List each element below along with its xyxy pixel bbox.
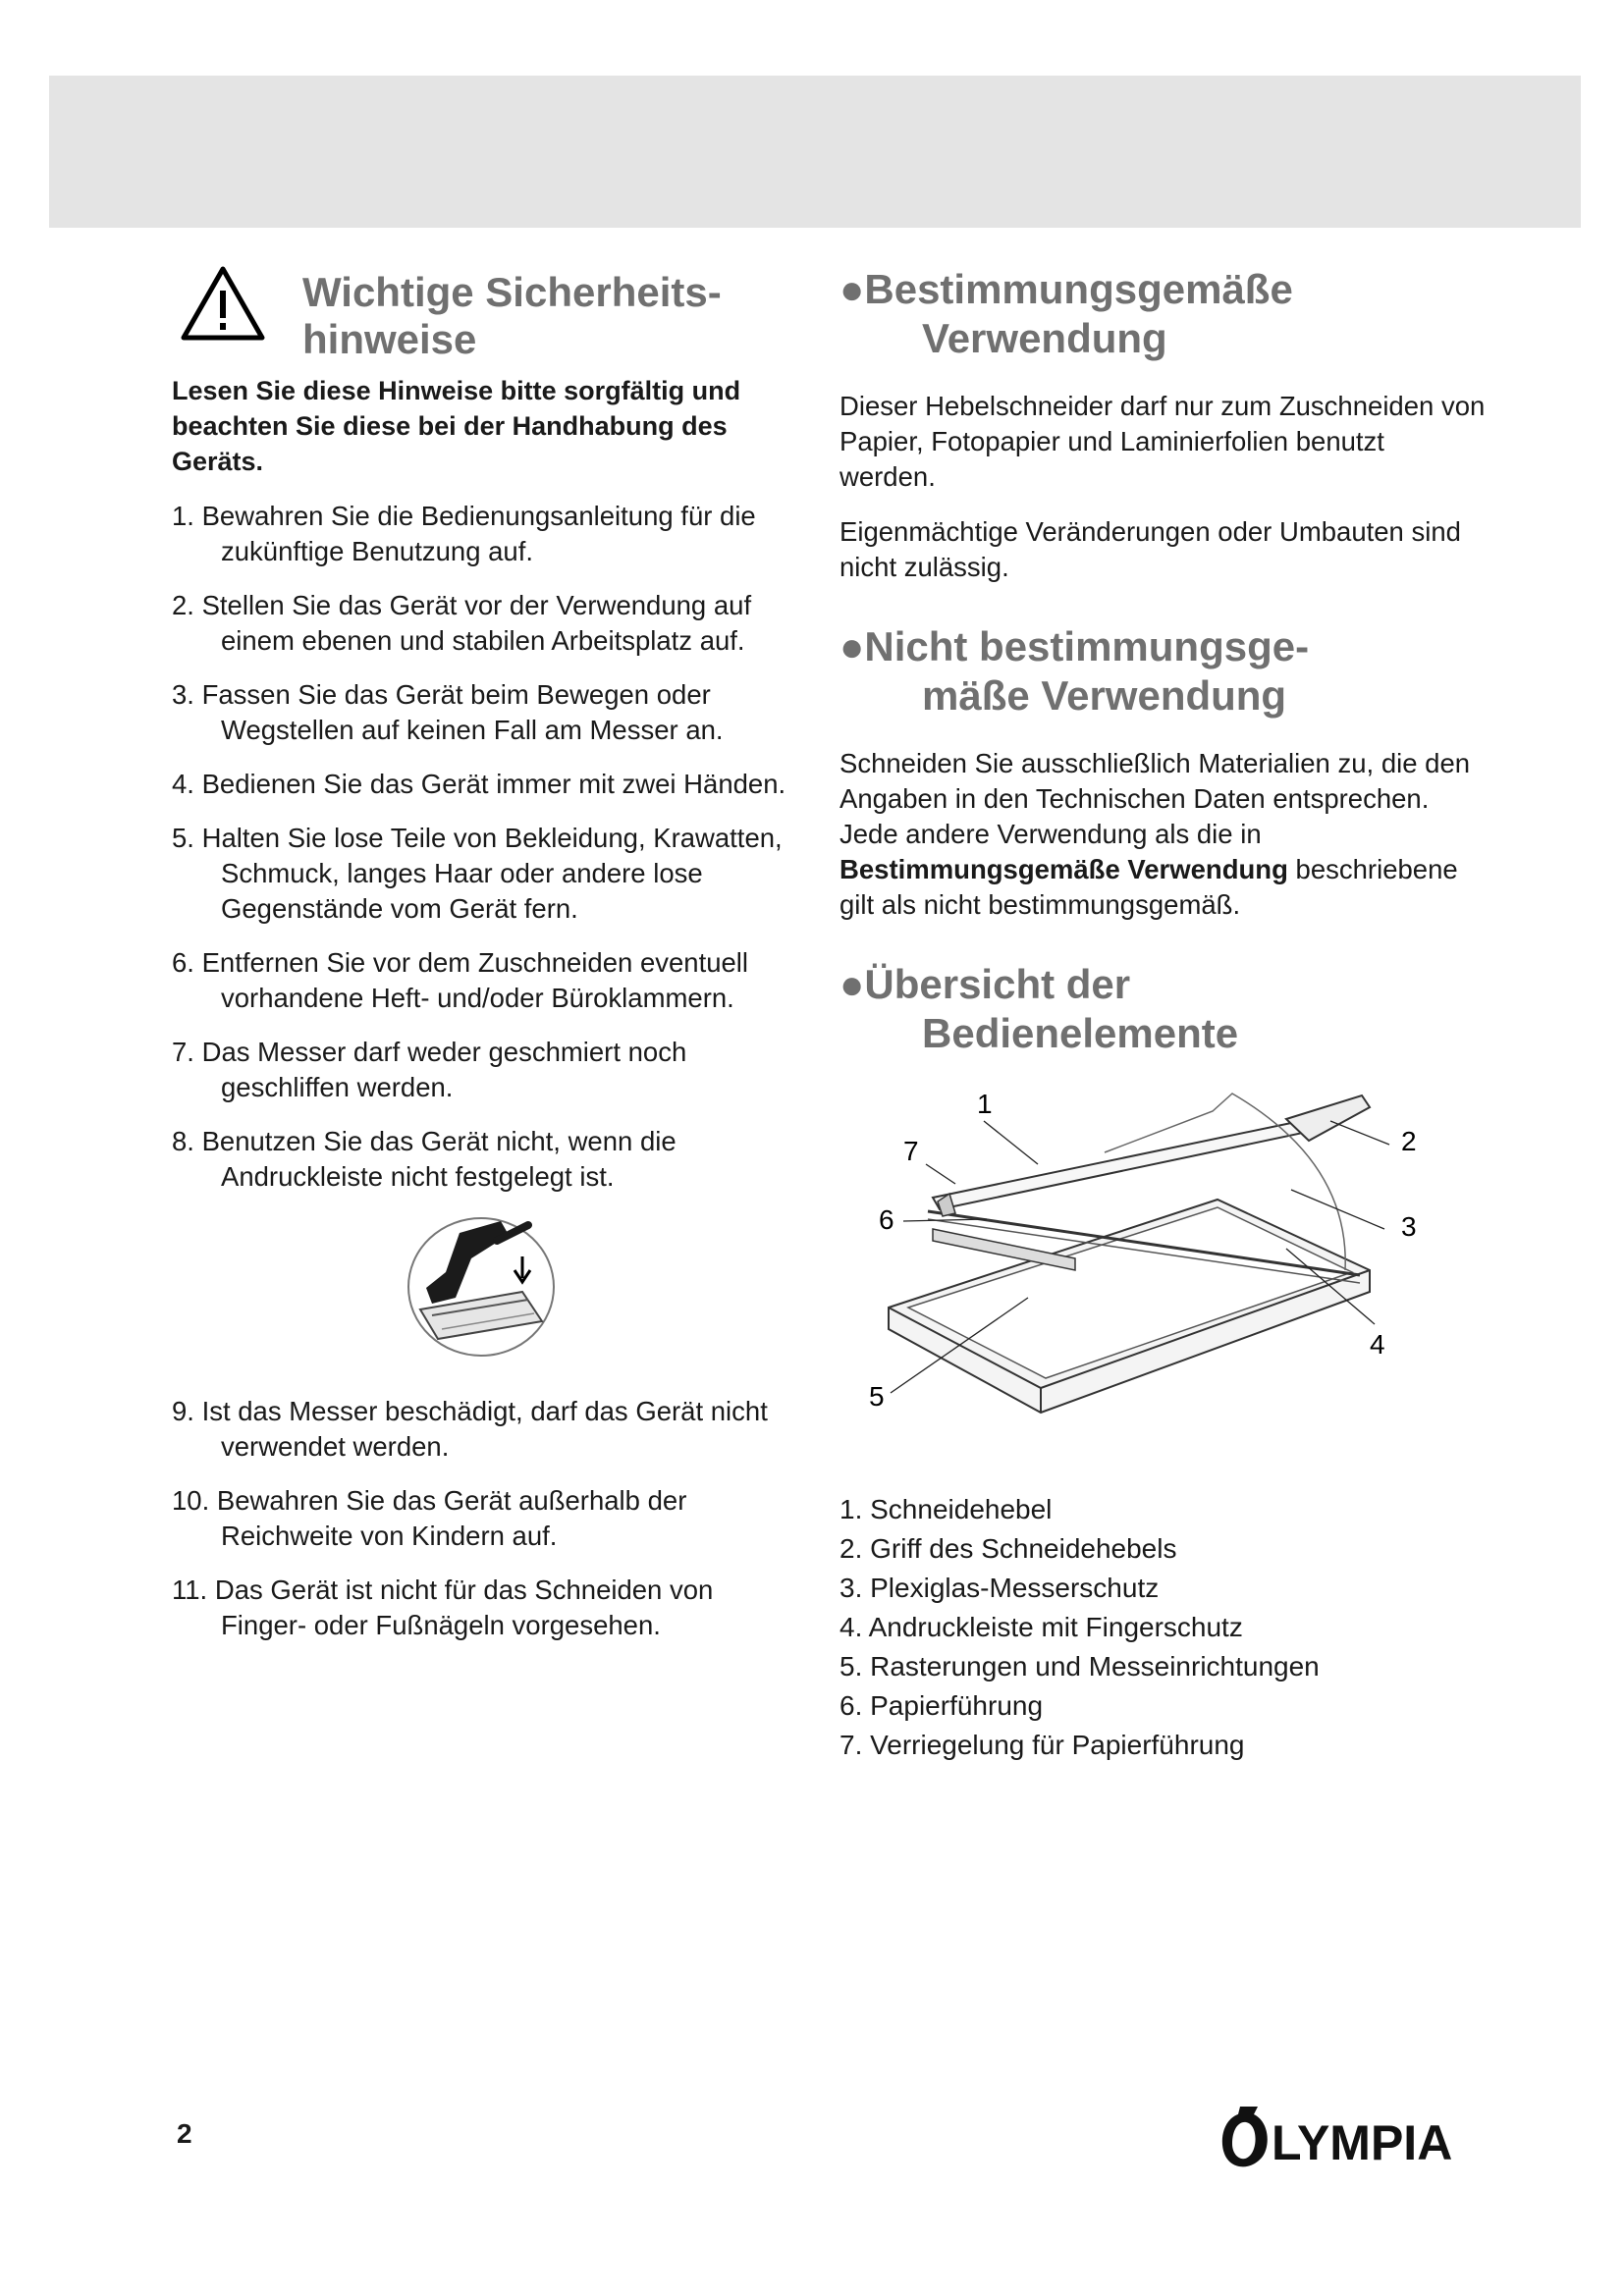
bullet-icon: ● — [839, 961, 865, 1007]
improper-use-title — [839, 622, 1488, 721]
safety-item: 8. Benutzen Sie das Gerät nicht, wenn die Andruckleiste nicht festgelegt ist. — [172, 1126, 677, 1192]
intended-use-title-line2: Verwendung — [922, 315, 1167, 361]
olympia-logo — [1215, 2101, 1489, 2175]
safety-title-line2: hinweise — [302, 316, 477, 362]
safety-intro: Lesen Sie diese Hinweise bitte sorgfältig und beachten Sie diese bei der Handhabung des Geräts. — [172, 376, 741, 476]
safety-item: 5. Halten Sie lose Teile von Bekleidung, Krawatten, Schmuck, langes Haar oder andere lose Gegenstände vom Gerät fern. — [172, 823, 783, 924]
modifications-paragraph: Eigenmächtige Veränderungen oder Umbauten sind nicht zulässig. — [839, 516, 1461, 582]
safety-item: 3. Fassen Sie das Gerät beim Bewegen oder Wegstellen auf keinen Fall am Messer an. — [172, 679, 724, 745]
intended-use-title — [839, 265, 1488, 363]
safety-list — [172, 499, 800, 1195]
controls-title-line2: Bedienelemente — [922, 1010, 1239, 1056]
intended-use-title-line1: Bestimmungsgemäße — [864, 266, 1293, 312]
part-item: 2. Griff des Schneidehebels — [839, 1533, 1177, 1564]
safety-item: 1. Bewahren Sie die Bedienungsanleitung für die zukünftige Benutzung auf. — [172, 501, 756, 566]
usage-column — [839, 265, 1488, 1765]
callout-2: 2 — [1401, 1126, 1417, 1156]
callout-3: 3 — [1401, 1211, 1417, 1242]
part-item: 7. Verriegelung für Papierführung — [839, 1730, 1245, 1760]
brand-wordmark: LYMPIA — [1272, 2115, 1453, 2170]
part-item: 3. Plexiglas-Messerschutz — [839, 1573, 1160, 1603]
improper-use-paragraph: Schneiden Sie ausschließlich Materialien zu, die den Angaben in den Technischen Daten entsprechen. Jede andere Verwendung als die in Bestimmungsgemäße Verwendung beschriebene gilt als nicht bestimmungsgemäß. — [839, 748, 1471, 920]
intended-use-paragraph: Dieser Hebelschneider darf nur zum Zuschneiden von Papier, Fotopapier und Laminierfolien benutzt werden. — [839, 391, 1486, 492]
callout-1: 1 — [977, 1089, 993, 1119]
callout-7: 7 — [903, 1136, 919, 1166]
safety-column — [172, 265, 800, 1662]
intended-use-reference: Bestimmungsgemäße Verwendung — [839, 854, 1288, 884]
safety-heading — [172, 265, 800, 373]
safety-item: 4. Bedienen Sie das Gerät immer mit zwei Händen. — [172, 769, 786, 799]
safety-item: 7. Das Messer darf weder geschmiert noch geschliffen werden. — [172, 1037, 687, 1102]
part-item: 5. Rasterungen und Messeinrichtungen — [839, 1651, 1320, 1682]
warning-icon — [180, 265, 266, 342]
header-band — [49, 76, 1581, 228]
paper-cutter-diagram — [839, 1084, 1438, 1476]
part-item: 4. Andruckleiste mit Fingerschutz — [839, 1612, 1243, 1642]
bullet-icon: ● — [839, 623, 865, 669]
controls-title-line1: Übersicht der — [864, 961, 1131, 1007]
bullet-icon: ● — [839, 266, 865, 312]
part-item: 1. Schneidehebel — [839, 1494, 1053, 1524]
safety-item: 11. Das Gerät ist nicht für das Schneiden von Finger- oder Fußnägeln vorgesehen. — [172, 1575, 714, 1640]
safety-item: 2. Stellen Sie das Gerät vor der Verwendung auf einem ebenen und stabilen Arbeitsplatz auf. — [172, 590, 752, 656]
safety-list-continued — [172, 1394, 800, 1643]
callout-5: 5 — [869, 1381, 885, 1412]
callout-4: 4 — [1370, 1329, 1385, 1360]
safety-title — [302, 269, 722, 363]
improper-use-title-line2: mäße Verwendung — [922, 672, 1287, 719]
hand-warning-illustration — [403, 1213, 560, 1361]
parts-list — [839, 1490, 1488, 1765]
improper-use-title-line1: Nicht bestimmungsge- — [864, 623, 1310, 669]
callout-6: 6 — [879, 1204, 894, 1235]
page-number: 2 — [177, 2118, 192, 2149]
safety-item: 9. Ist das Messer beschädigt, darf das Gerät nicht verwendet werden. — [172, 1396, 768, 1462]
part-item: 6. Papierführung — [839, 1690, 1044, 1721]
controls-title — [839, 960, 1488, 1058]
safety-item: 6. Entfernen Sie vor dem Zuschneiden eventuell vorhandene Heft- und/oder Büroklammern. — [172, 947, 749, 1013]
safety-title-line1: Wichtige Sicherheits- — [302, 269, 722, 315]
safety-item: 10. Bewahren Sie das Gerät außerhalb der Reichweite von Kindern auf. — [172, 1485, 687, 1551]
